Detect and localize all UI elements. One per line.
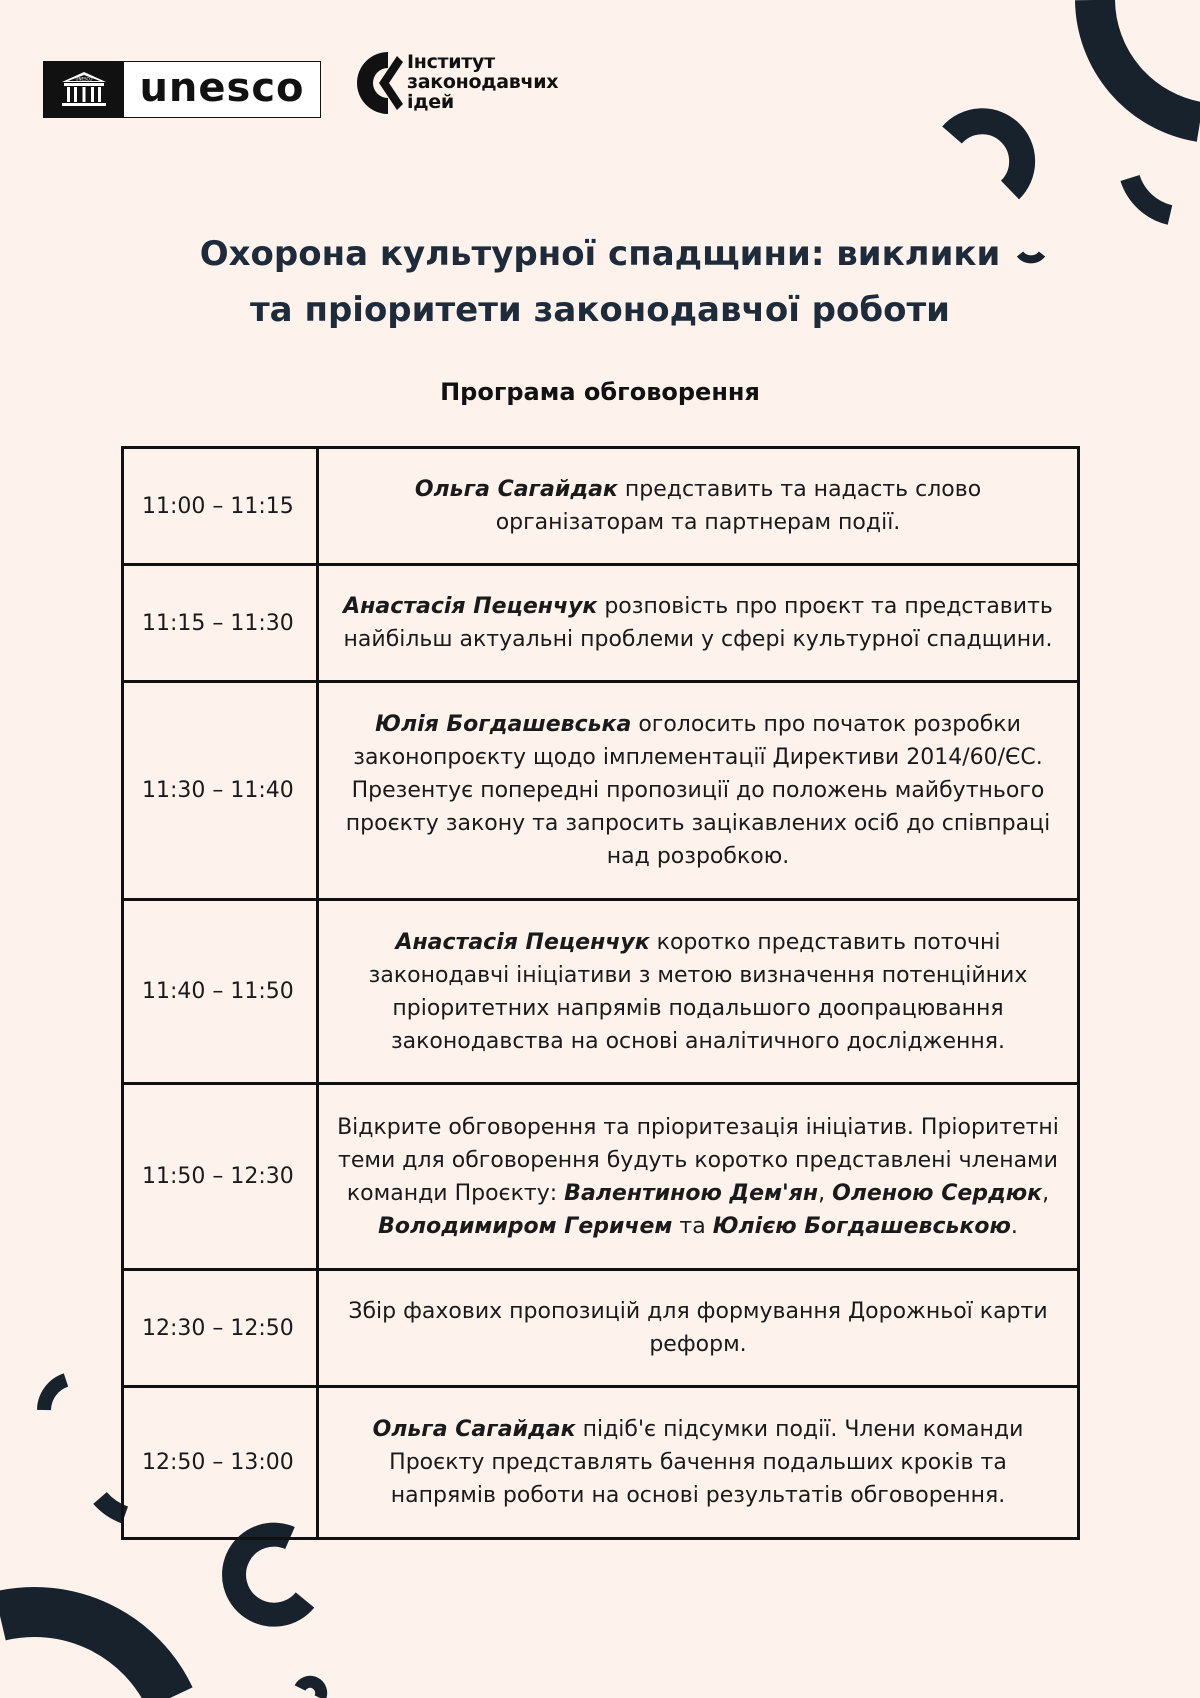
agenda-description bbox=[318, 1387, 1079, 1539]
speaker-name: Юлією Богдашевською bbox=[712, 1213, 1011, 1239]
institute-line-3: ідей bbox=[407, 91, 454, 113]
agenda-time: 11:50 – 12:30 bbox=[123, 1084, 318, 1270]
agenda-description bbox=[318, 565, 1079, 682]
agenda-time: 12:30 – 12:50 bbox=[123, 1270, 318, 1387]
description-text: та bbox=[672, 1213, 713, 1239]
speaker-name: Валентиною Дем'ян bbox=[564, 1180, 819, 1206]
unesco-wordmark: unesco bbox=[139, 64, 305, 111]
speaker-name: Володимиром Геричем bbox=[378, 1213, 673, 1239]
unesco-temple-logo-icon bbox=[44, 62, 124, 117]
agenda-time: 11:15 – 11:30 bbox=[123, 565, 318, 682]
agenda-time: 12:50 – 13:00 bbox=[123, 1387, 318, 1539]
agenda-time: 11:00 – 11:15 bbox=[123, 448, 318, 565]
description-text: коротко представить поточні законодавчі ініціативи з метою визначення потенційних пріоритетних напрямів подальшого доопрацювання законодавства на основі аналітичного дослідження. bbox=[368, 929, 1028, 1054]
institute-line-1: Інститут bbox=[407, 51, 495, 73]
description-text: , bbox=[1042, 1180, 1050, 1206]
speaker-name: Анастасія Пеценчук bbox=[343, 594, 598, 619]
agenda-description bbox=[318, 448, 1079, 565]
speaker-name: Анастасія Пеценчук bbox=[395, 929, 650, 955]
agenda-description bbox=[318, 900, 1079, 1084]
institute-logo-icon bbox=[355, 50, 405, 116]
description-text: підіб'є підсумки події. Члени команди Проєкту представлять бачення подальших кроків та напрямів роботи на основі результатів обговорення. bbox=[389, 1417, 1024, 1508]
page-title bbox=[0, 226, 1200, 338]
agenda-row bbox=[123, 1270, 1079, 1387]
agenda-row bbox=[123, 1084, 1079, 1270]
agenda-row bbox=[123, 448, 1079, 565]
agenda-table bbox=[121, 446, 1080, 1540]
title-line-2: та пріоритети законодавчої роботи bbox=[249, 290, 951, 330]
institute-logo bbox=[355, 50, 558, 120]
agenda-row bbox=[123, 900, 1079, 1084]
agenda-description bbox=[318, 1270, 1079, 1387]
agenda-body bbox=[123, 448, 1079, 1539]
speaker-name: Юлія Богдашевська bbox=[375, 712, 632, 737]
svg-text:UNESCO: UNESCO bbox=[75, 76, 93, 81]
speaker-name: Ольга Сагайдак bbox=[372, 1417, 576, 1442]
agenda-row bbox=[123, 1387, 1079, 1539]
program-subtitle: Програма обговорення bbox=[440, 378, 760, 406]
agenda-row bbox=[123, 682, 1079, 900]
agenda-time: 11:40 – 11:50 bbox=[123, 900, 318, 1084]
agenda-description bbox=[318, 682, 1079, 900]
description-text: , bbox=[818, 1180, 833, 1206]
description-text: . bbox=[1010, 1213, 1018, 1239]
title-line-1: Охорона культурної спадщини: виклики bbox=[199, 234, 1001, 274]
unesco-logo bbox=[43, 61, 321, 118]
description-text: Відкрите обговорення та пріоритезація ініціатив. Пріоритетні теми для обговорення будуть коротко представлені членами команди Проєкту: bbox=[337, 1114, 1059, 1206]
description-text: представить та надасть слово організаторам та партнерам події. bbox=[495, 477, 982, 535]
agenda-row bbox=[123, 565, 1079, 682]
description-text: Збір фахових пропозицій для формування Дорожньої карти реформ. bbox=[348, 1299, 1048, 1357]
speaker-name: Оленою Сердюк bbox=[832, 1180, 1043, 1206]
description-text: розповість про проєкт та представить найбільш актуальні проблеми у сфері культурної спадщини. bbox=[343, 594, 1053, 652]
agenda-description bbox=[318, 1084, 1079, 1270]
description-text: оголосить про початок розробки законопроєкту щодо імплементації Директиви 2014/60/ЄС. Презентує попередні пропозиції до положень майбутнього проєкту закону та запросить зацікавлених осіб до співпраці над розробкою. bbox=[345, 712, 1051, 869]
institute-line-2: законодавчих bbox=[407, 71, 559, 93]
institute-logo-text bbox=[407, 52, 558, 120]
agenda-time: 11:30 – 11:40 bbox=[123, 682, 318, 900]
speaker-name: Ольга Сагайдак bbox=[414, 477, 618, 502]
